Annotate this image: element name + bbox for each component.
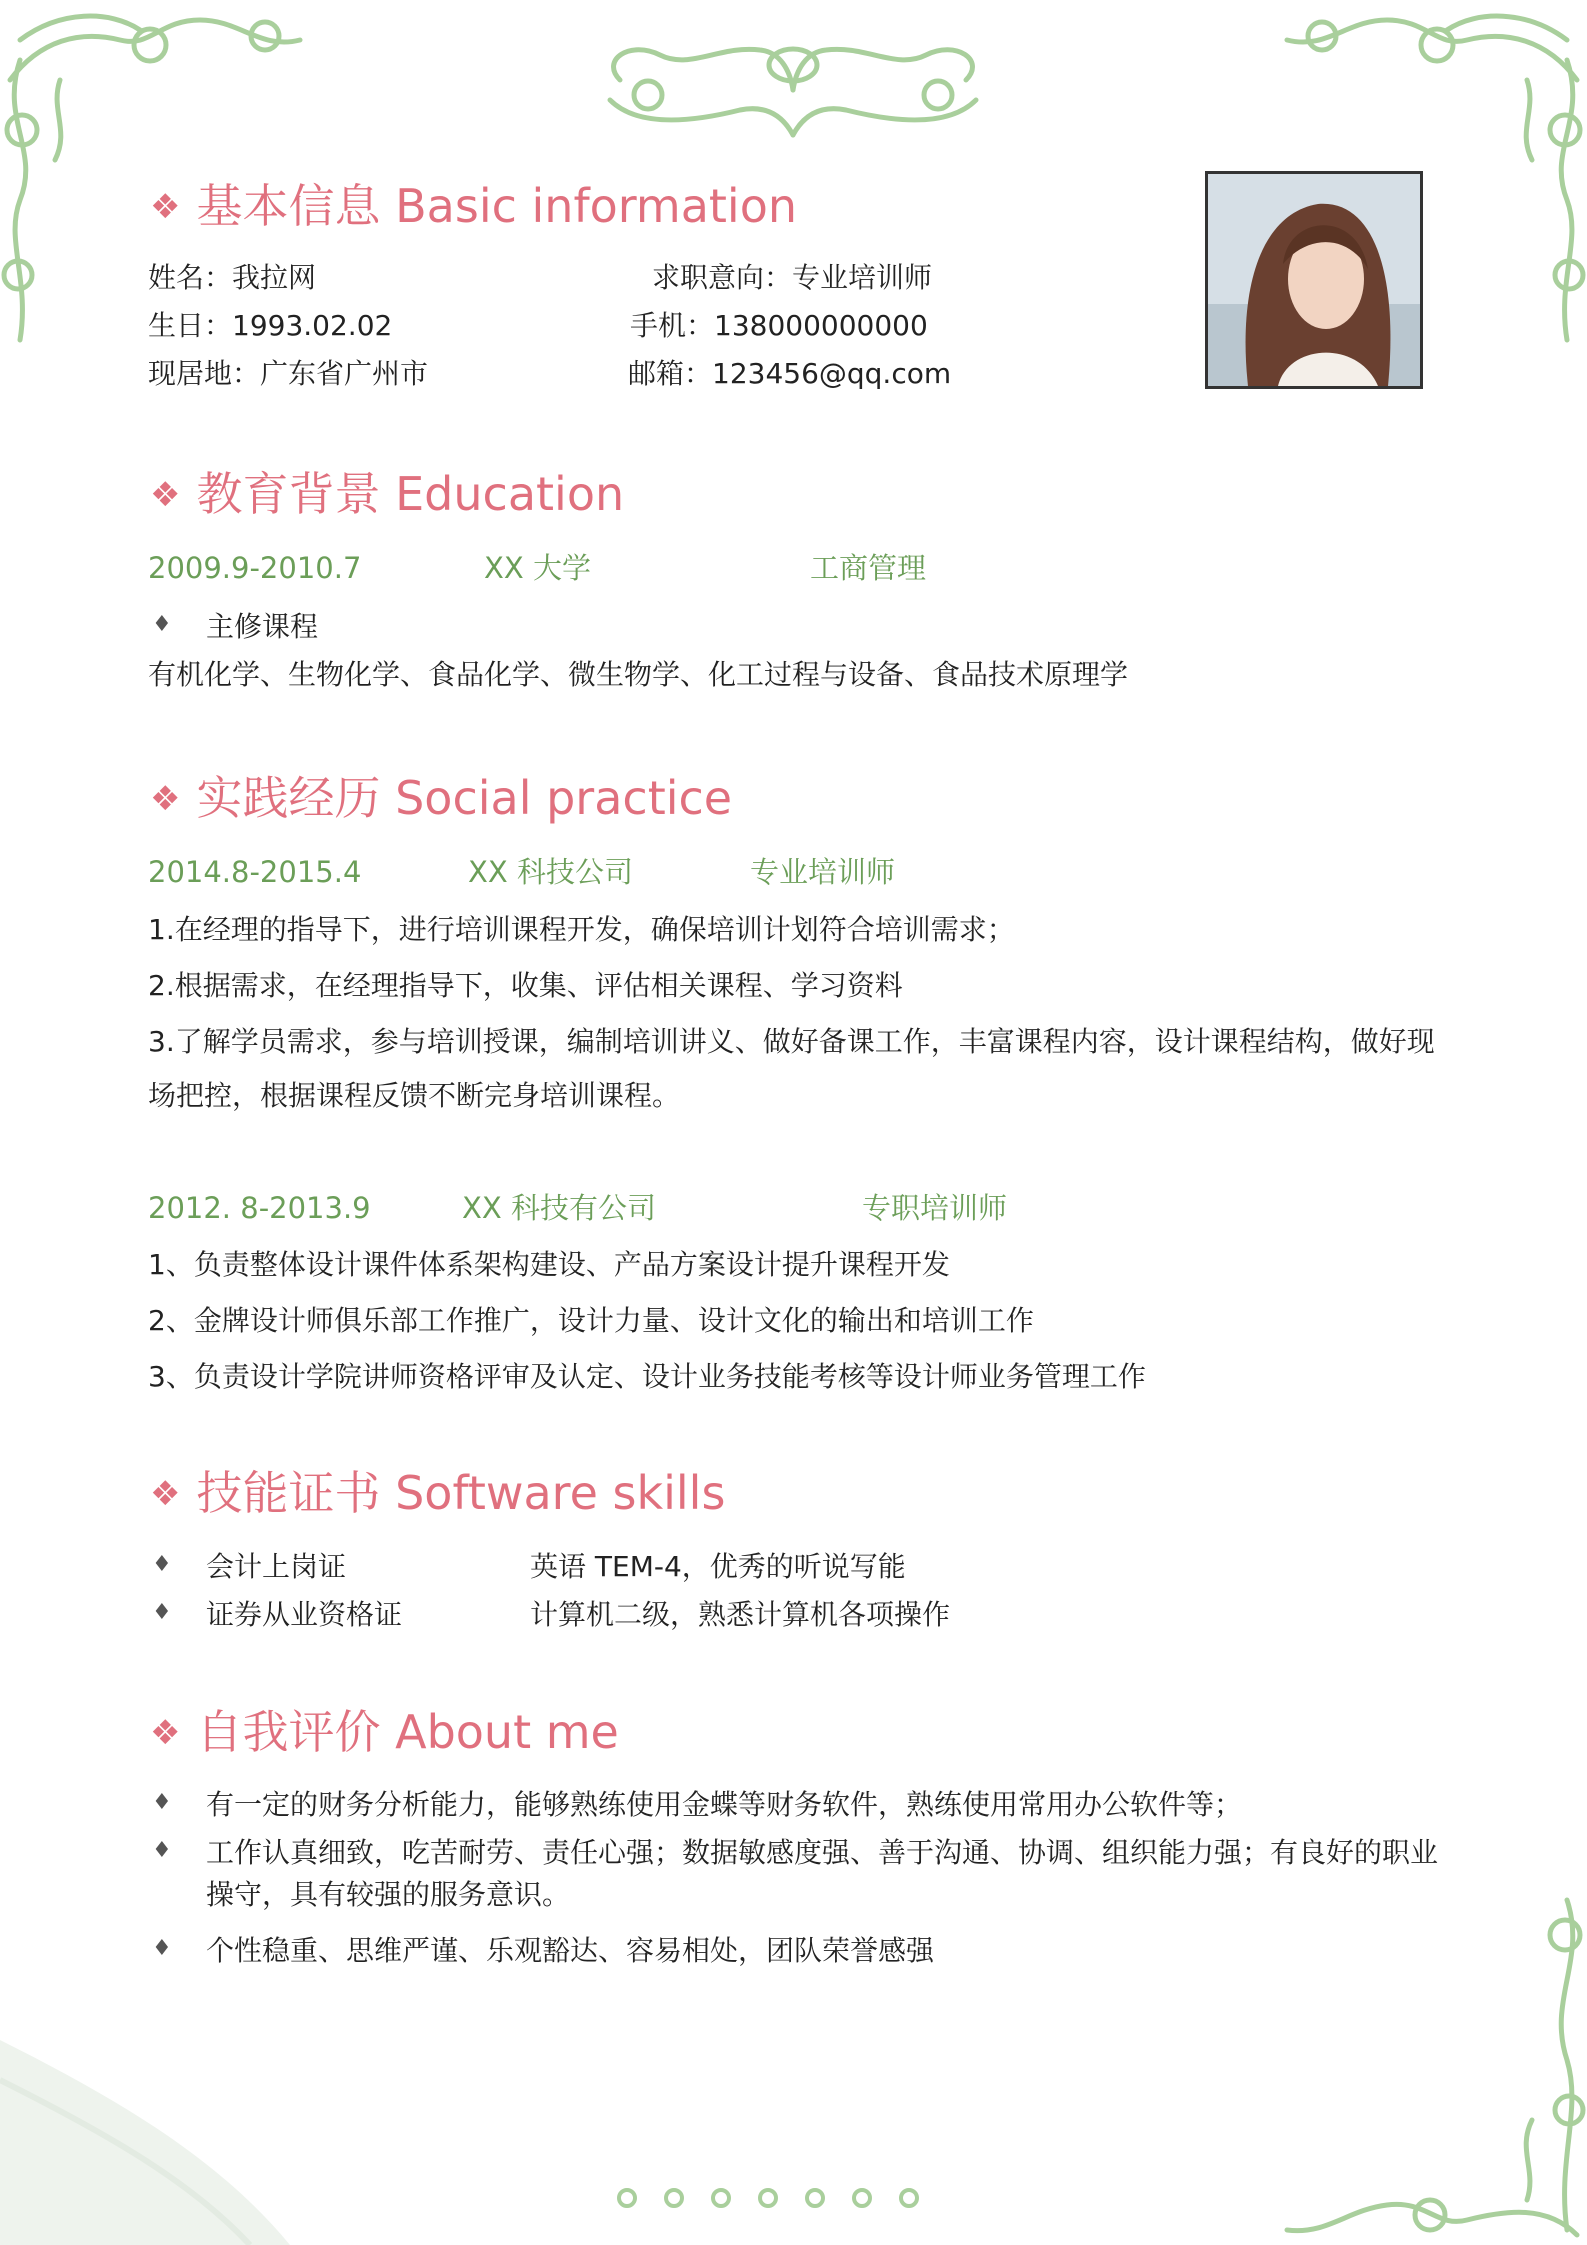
job-role: 专职培训师 — [862, 1191, 1008, 1225]
job-line: 2.根据需求，在经理指导下，收集、评估相关课程、学习资料 — [148, 969, 903, 1002]
bullet-icon: ♦ — [152, 612, 172, 637]
job-company: XX 科技公司 — [468, 855, 633, 889]
section-title-education: ❖ 教育背景 Education — [150, 467, 625, 521]
basic-phone: 手机：138000000000 — [630, 309, 928, 342]
section-title-basic: ❖ 基本信息 Basic information — [150, 179, 797, 233]
section-diamond-icon: ❖ — [150, 475, 181, 515]
edu-school: XX 大学 — [484, 551, 591, 585]
section-diamond-icon: ❖ — [150, 1474, 181, 1514]
about-line: 有一定的财务分析能力，能够熟练使用金蝶等财务软件，熟练使用常用办公软件等； — [206, 1788, 1243, 1821]
portrait-photo-icon — [1208, 174, 1420, 386]
edu-courses: 有机化学、生物化学、食品化学、微生物学、化工过程与设备、食品技术原理学 — [148, 658, 1129, 691]
edu-period: 2009.9-2010.7 — [148, 551, 362, 585]
about-line: 工作认真细致，吃苦耐劳、责任心强；数据敏感度强、善于沟通、协调、组织能力强；有良好的职业 — [206, 1836, 1439, 1869]
portrait-photo — [1205, 171, 1423, 389]
job-line: 1.在经理的指导下，进行培训课程开发，确保培训计划符合培训需求； — [148, 913, 1015, 946]
basic-birth: 生日：1993.02.02 — [148, 309, 393, 342]
bullet-icon: ♦ — [152, 1552, 172, 1577]
job-line: 场把控，根据课程反馈不断完身培训课程。 — [148, 1079, 681, 1112]
job-period: 2012. 8-2013.9 — [148, 1191, 371, 1225]
about-line: 个性稳重、思维严谨、乐观豁达、容易相处，团队荣誉感强 — [206, 1934, 935, 1967]
skill-left: 证券从业资格证 — [206, 1598, 403, 1631]
bullet-icon: ♦ — [152, 1838, 172, 1863]
skill-left: 会计上岗证 — [206, 1550, 347, 1583]
bullet-icon: ♦ — [152, 1600, 172, 1625]
section-diamond-icon: ❖ — [150, 187, 181, 227]
bullet-icon: ♦ — [152, 1790, 172, 1815]
edu-major: 工商管理 — [810, 551, 927, 585]
about-line: 操守，具有较强的服务意识。 — [206, 1878, 571, 1911]
basic-location: 现居地：广东省广州市 — [148, 357, 429, 390]
skill-right: 英语 TEM-4，优秀的听说写能 — [530, 1550, 906, 1583]
edu-courses-label: 主修课程 — [206, 610, 319, 643]
job-line: 3、负责设计学院讲师资格评审及认定、设计业务技能考核等设计师业务管理工作 — [148, 1360, 1146, 1393]
bullet-icon: ♦ — [152, 1936, 172, 1961]
section-title-practice: ❖ 实践经历 Social practice — [150, 771, 733, 825]
basic-intent: 求职意向：专业培训师 — [652, 261, 933, 294]
section-title-about: ❖ 自我评价 About me — [150, 1705, 619, 1759]
job-company: XX 科技有公司 — [462, 1191, 656, 1225]
basic-email: 邮箱：123456@qq.com — [628, 357, 952, 390]
section-title-skills: ❖ 技能证书 Software skills — [150, 1466, 726, 1520]
section-diamond-icon: ❖ — [150, 779, 181, 819]
decorative-dots-icon — [619, 2190, 917, 2206]
job-line: 2、金牌设计师俱乐部工作推广，设计力量、设计文化的输出和培训工作 — [148, 1304, 1034, 1337]
job-period: 2014.8-2015.4 — [148, 855, 362, 889]
job-line: 3.了解学员需求，参与培训授课，编制培训讲义、做好备课工作，丰富课程内容，设计课程结构，做好现 — [148, 1025, 1435, 1058]
job-role: 专业培训师 — [750, 855, 896, 889]
section-diamond-icon: ❖ — [150, 1713, 181, 1753]
skill-right: 计算机二级，熟悉计算机各项操作 — [530, 1598, 951, 1631]
job-line: 1、负责整体设计课件体系架构建设、产品方案设计提升课程开发 — [148, 1248, 950, 1281]
basic-name: 姓名：我拉网 — [148, 261, 317, 294]
